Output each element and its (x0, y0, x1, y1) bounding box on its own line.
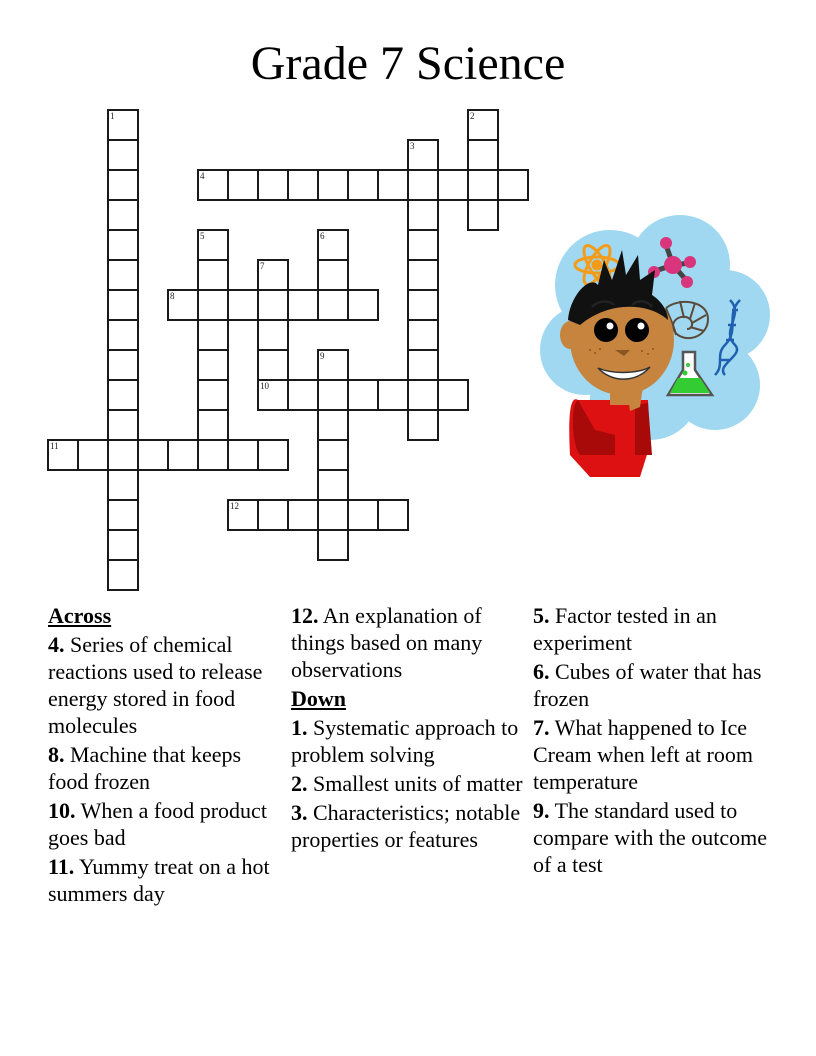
crossword-cell[interactable] (107, 499, 139, 531)
crossword-cell[interactable] (407, 169, 439, 201)
crossword-cell[interactable] (257, 169, 289, 201)
crossword-cell[interactable] (197, 319, 229, 351)
clue-number: 3 (410, 141, 415, 151)
crossword-cell[interactable] (107, 319, 139, 351)
crossword-cell[interactable] (107, 199, 139, 231)
crossword-cell[interactable] (107, 139, 139, 171)
clue-across-11: 11. Yummy treat on a hot summers day (48, 854, 270, 906)
crossword-cell[interactable] (257, 379, 289, 411)
crossword-cell[interactable] (287, 169, 319, 201)
crossword-cell[interactable] (317, 469, 349, 501)
clue-down-1: 1. Systematic approach to problem solving (291, 715, 519, 767)
crossword-cell[interactable] (317, 259, 349, 291)
crossword-cell[interactable] (317, 409, 349, 441)
clue-number: 1 (110, 111, 115, 121)
crossword-cell[interactable] (107, 379, 139, 411)
crossword-cell[interactable] (437, 169, 469, 201)
clue-across-12: 12. An explanation of things based on many observations (291, 603, 483, 682)
crossword-cell[interactable] (257, 289, 289, 321)
crossword-cell[interactable] (317, 229, 349, 261)
crossword-cell[interactable] (107, 349, 139, 381)
clues-column-1 (48, 602, 283, 909)
crossword-cell[interactable] (497, 169, 529, 201)
crossword-cell[interactable] (467, 199, 499, 231)
clue-number: 10 (260, 381, 269, 391)
crossword-cell[interactable] (467, 139, 499, 171)
crossword-cell[interactable] (347, 379, 379, 411)
across-heading: Across (48, 603, 112, 628)
clue-number: 11 (50, 441, 59, 451)
clue-across-10: 10. When a food product goes bad (48, 798, 267, 850)
crossword-cell[interactable] (317, 499, 349, 531)
crossword-cell[interactable] (107, 169, 139, 201)
crossword-cell[interactable] (287, 499, 319, 531)
crossword-cell[interactable] (377, 499, 409, 531)
crossword-cell[interactable] (317, 169, 349, 201)
crossword-cell[interactable] (47, 439, 79, 471)
crossword-cell[interactable] (167, 439, 199, 471)
clue-number: 9 (320, 351, 325, 361)
clue-number: 12 (230, 501, 239, 511)
clue-number: 6 (320, 231, 325, 241)
crossword-cell[interactable] (107, 229, 139, 261)
crossword-grid (48, 110, 558, 600)
crossword-cell[interactable] (467, 109, 499, 141)
crossword-cell[interactable] (317, 439, 349, 471)
page-title: Grade 7 Science (250, 37, 566, 90)
crossword-cell[interactable] (257, 319, 289, 351)
clue-down-7: 7. What happened to Ice Cream when left at room temperature (533, 715, 753, 794)
clues-column-2 (291, 602, 526, 855)
crossword-cell[interactable] (197, 379, 229, 411)
crossword-cell[interactable] (197, 439, 229, 471)
crossword-cell[interactable] (107, 529, 139, 561)
clue-number: 5 (200, 231, 205, 241)
down-heading: Down (291, 686, 347, 711)
clue-number: 2 (470, 111, 475, 121)
crossword-cell[interactable] (407, 199, 439, 231)
crossword-cell[interactable] (107, 469, 139, 501)
crossword-cell[interactable] (407, 319, 439, 351)
crossword-cell[interactable] (317, 529, 349, 561)
crossword-cell[interactable] (257, 349, 289, 381)
crossword-cell[interactable] (227, 169, 259, 201)
crossword-cell[interactable] (407, 409, 439, 441)
crossword-cell[interactable] (107, 259, 139, 291)
clue-down-3: 3. Characteristics; notable properties or features (291, 800, 521, 852)
clue-number: 4 (200, 171, 205, 181)
crossword-cell[interactable] (257, 259, 289, 291)
crossword-cell[interactable] (77, 439, 109, 471)
crossword-cell[interactable] (467, 169, 499, 201)
clue-number: 8 (170, 291, 175, 301)
clue-down-5: 5. Factor tested in an experiment (533, 603, 717, 655)
crossword-cell[interactable] (317, 349, 349, 381)
clue-down-2: 2. Smallest units of matter (291, 771, 523, 796)
crossword-cell[interactable] (107, 439, 139, 471)
crossword-cell[interactable] (407, 379, 439, 411)
crossword-cell[interactable] (317, 289, 349, 321)
crossword-cell[interactable] (347, 499, 379, 531)
crossword-cell[interactable] (107, 559, 139, 591)
crossword-cell[interactable] (167, 289, 199, 321)
crossword-cell[interactable] (107, 289, 139, 321)
crossword-cell[interactable] (407, 139, 439, 171)
crossword-cell[interactable] (137, 439, 169, 471)
crossword-cell[interactable] (197, 349, 229, 381)
crossword-cell[interactable] (227, 289, 259, 321)
crossword-cell[interactable] (227, 439, 259, 471)
crossword-cell[interactable] (257, 439, 289, 471)
crossword-cell[interactable] (437, 379, 469, 411)
crossword-cell[interactable] (377, 379, 409, 411)
clue-down-6: 6. Cubes of water that has frozen (533, 659, 762, 711)
clue-down-9: 9. The standard used to compare with the outcome of a test (533, 798, 767, 877)
crossword-cell[interactable] (197, 409, 229, 441)
crossword-cell[interactable] (347, 169, 379, 201)
crossword-cell[interactable] (287, 379, 319, 411)
crossword-cell[interactable] (197, 169, 229, 201)
crossword-cell[interactable] (347, 289, 379, 321)
crossword-cell[interactable] (107, 109, 139, 141)
crossword-cell[interactable] (287, 289, 319, 321)
clue-number: 7 (260, 261, 265, 271)
crossword-cell[interactable] (407, 259, 439, 291)
clue-across-4: 4. Series of chemical reactions used to release energy stored in food molecules (48, 632, 263, 738)
crossword-cell[interactable] (197, 259, 229, 291)
crossword-cell[interactable] (317, 379, 349, 411)
crossword-cell[interactable] (197, 289, 229, 321)
crossword-cell[interactable] (107, 409, 139, 441)
crossword-cell[interactable] (407, 349, 439, 381)
crossword-cell[interactable] (227, 499, 259, 531)
clues-column-3 (533, 602, 773, 880)
clue-across-8: 8. Machine that keeps food frozen (48, 742, 242, 794)
crossword-cell[interactable] (257, 499, 289, 531)
crossword-cell[interactable] (197, 229, 229, 261)
crossword-cell[interactable] (407, 289, 439, 321)
science-illustration (540, 215, 770, 495)
crossword-cell[interactable] (377, 169, 409, 201)
crossword-cell[interactable] (407, 229, 439, 261)
